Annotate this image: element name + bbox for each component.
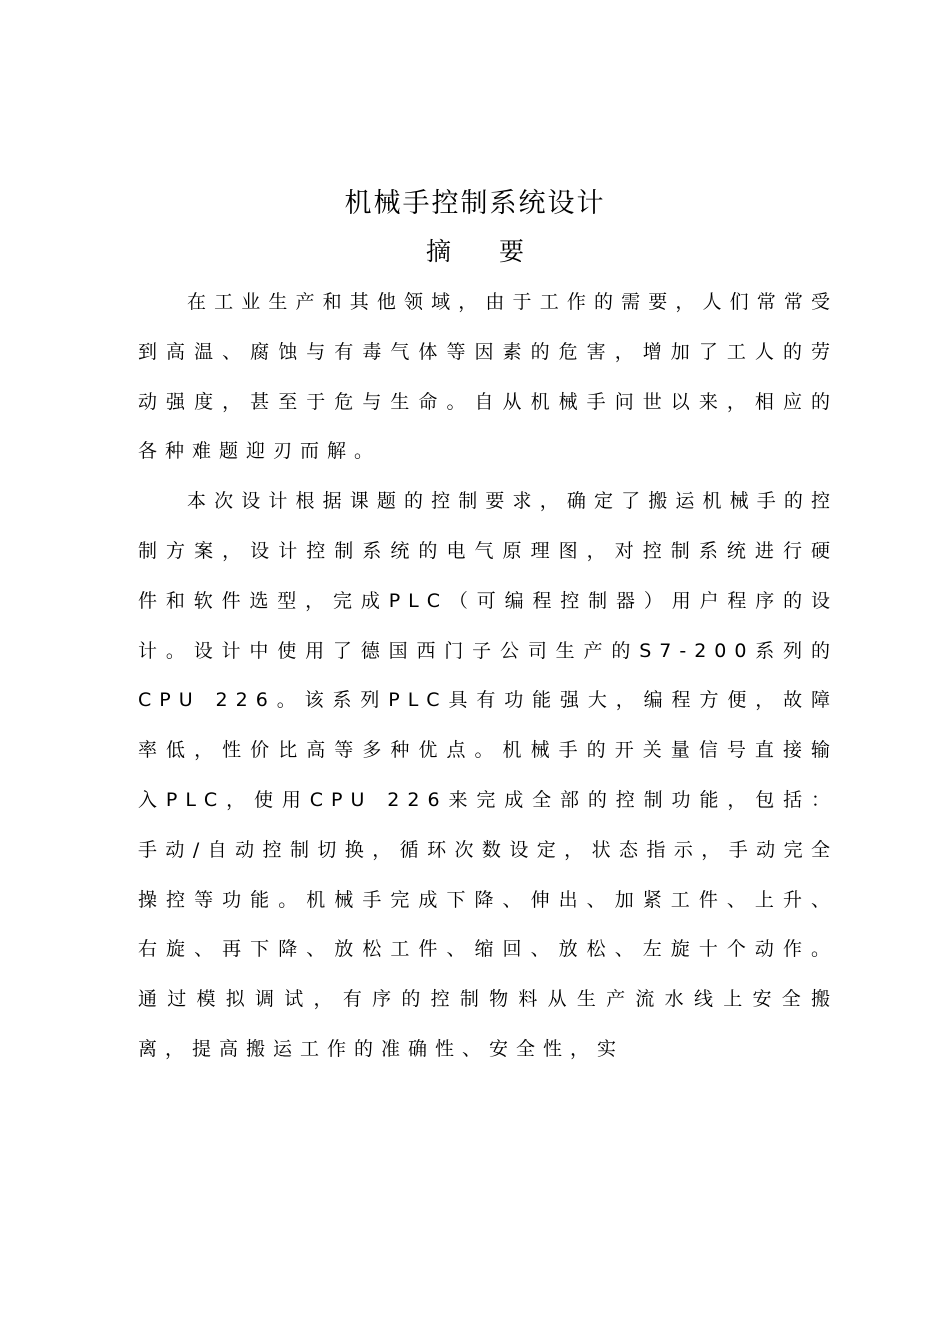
document-title: 机械手控制系统设计: [344, 188, 606, 219]
abstract-heading-left: 摘: [425, 237, 451, 266]
abstract-heading: [0, 233, 950, 271]
abstract-body: [138, 278, 838, 1075]
abstract-heading-right: 要: [499, 237, 525, 266]
abstract-paragraph-2: 本次设计根据课题的控制要求，确定了搬运机械手的控制方案，设计控制系统的电气原理图，对控制系统进行硬件和软件选型，完成PLC（可编程控制器）用户程序的设计。设计中使用了德国西门子公司生产的S7-200系列的CPU 226。该系列PLC具有功能强大，编程方便，故障率低，性价比高等多种优点。机械手的开关量信号直接输入PLC，使用CPU 226来完成全部的控制功能，包括：手动/自动控制切换，循环次数设定，状态指示，手动完全操控等功能。机械手完成下降、伸出、加紧工件、上升、右旋、再下降、放松工件、缩回、放松、左旋十个动作。通过模拟调试，有序的控制物料从生产流水线上安全搬离，提高搬运工作的准确性、安全性，实: [138, 490, 838, 1060]
abstract-paragraph-1: 在工业生产和其他领域，由于工作的需要，人们常常受到高温、腐蚀与有毒气体等因素的危害，增加了工人的劳动强度，甚至于危与生命。自从机械手问世以来，相应的各种难题迎刃而解。: [138, 291, 838, 463]
